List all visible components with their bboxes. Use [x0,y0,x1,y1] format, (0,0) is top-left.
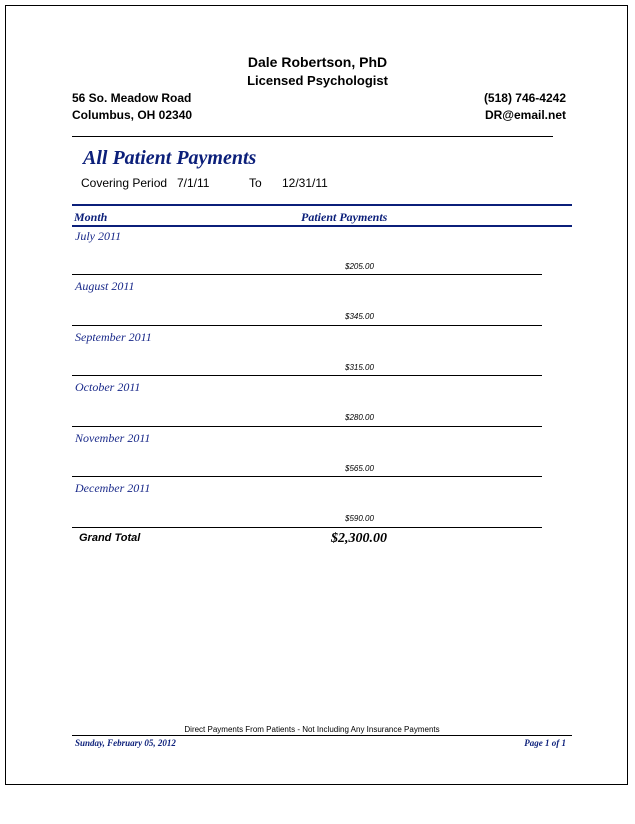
row-divider [72,476,542,477]
row-month: October 2011 [75,380,141,394]
address-line-2: Columbus, OH 02340 [72,108,193,122]
footer-note: Direct Payments From Patients - Not Including Any Insurance Payments [184,725,440,734]
row-month: December 2011 [75,481,151,495]
header-divider [72,136,553,137]
row-divider [72,325,542,326]
covering-period-label: Covering Period [81,176,168,190]
row-amount: $205.00 [345,262,374,271]
row-amount: $345.00 [345,312,374,321]
table-header-bottom-rule [72,225,572,227]
row-divider [72,426,542,427]
row-divider [72,527,542,528]
row-divider [72,375,542,376]
table-header-top-rule [72,204,572,206]
row-month: September 2011 [75,330,152,344]
email-address: DR@email.net [484,108,566,122]
row-amount: $315.00 [345,363,374,372]
to-label: To [249,176,262,190]
footer-page-number: Page 1 of 1 [524,738,566,748]
row-divider [72,274,542,275]
footer-rule [72,735,572,736]
practitioner-name: Dale Robertson, PhD [247,54,388,70]
column-header-patient-payments: Patient Payments [301,210,388,224]
row-month: July 2011 [75,229,122,243]
footer-date: Sunday, February 05, 2012 [75,738,176,748]
grand-total-label: Grand Total [79,532,141,544]
column-header-month: Month [74,210,108,224]
practitioner-title: Licensed Psychologist [247,73,388,88]
period-end: 12/31/11 [282,176,328,190]
row-amount: $280.00 [345,413,374,422]
row-month: November 2011 [75,431,151,445]
row-month: August 2011 [75,279,135,293]
report-page [5,5,628,785]
address-line-1: 56 So. Meadow Road [72,91,192,105]
phone-number: (518) 746-4242 [483,91,566,105]
report-title: All Patient Payments [83,147,257,169]
period-start: 7/1/11 [177,176,210,190]
grand-total-value: $2,300.00 [331,531,387,546]
row-amount: $565.00 [345,464,374,473]
row-amount: $590.00 [345,514,374,523]
